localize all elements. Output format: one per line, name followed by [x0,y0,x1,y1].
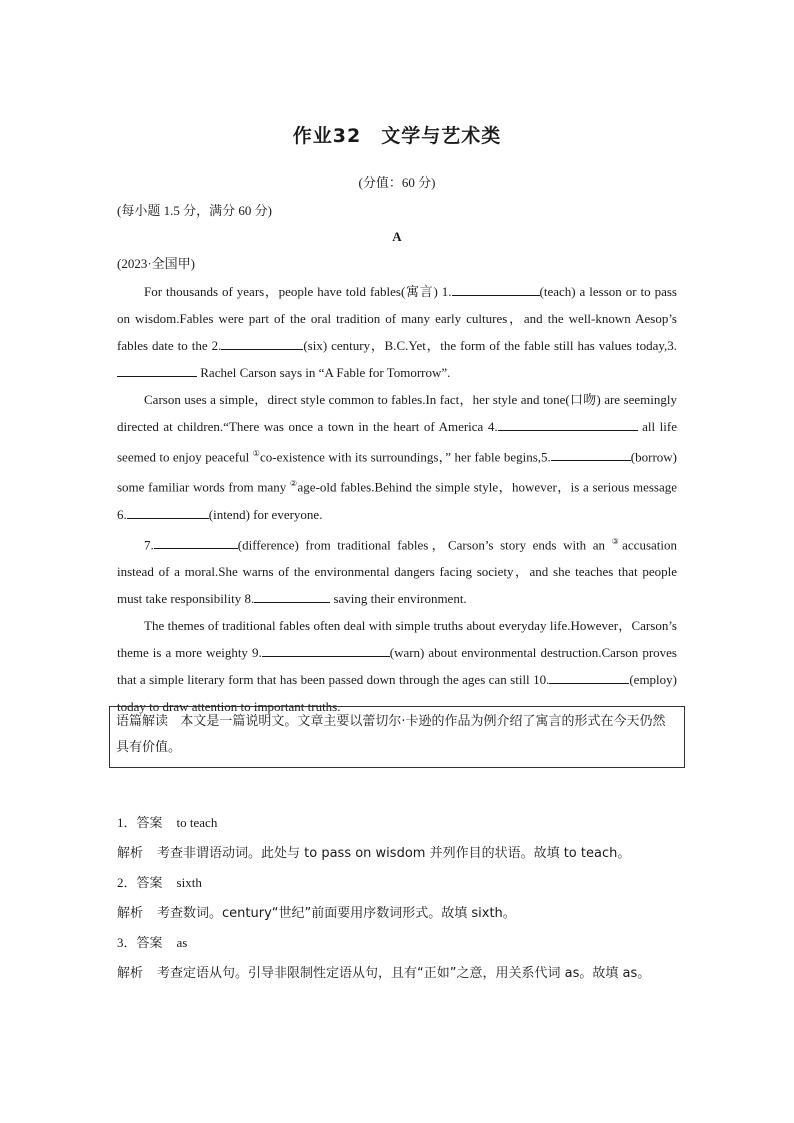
blank-1[interactable] [452,282,540,296]
answer-label: 答案 [136,936,163,951]
source-label: (2023·全国甲) [117,256,195,271]
answer-label: 答案 [136,816,163,831]
blank-number: 6. [117,506,127,522]
analysis-text: 考查非谓语动词。此处与 to pass on wisdom 并列作目的状语。故填 to teach。 [157,846,631,861]
passage-text: accusation instead of a moral.She warns of the environmental dangers facing society，and she teaches that people must take responsibility [117,536,678,606]
blank-6[interactable] [127,505,209,519]
score-info: (分值：60 分) [358,175,436,190]
passage-text: saving their environment. [330,590,467,606]
passage-text: (teach) a lesson or to pass on wisdom.Fables were part of the oral tradition of many early cultures，and the well-known Aesop’s fables date to the [117,284,677,353]
blank-number: 3. [667,338,677,353]
page-title: 作业32 文学与艺术类 [292,125,502,147]
blank-number: 5. [541,449,551,465]
analysis-line [117,838,677,868]
analysis-line [117,958,677,988]
passage-text: all life seemed to enjoy peaceful [117,419,677,465]
blank-4[interactable] [498,417,638,431]
blank-number: 1. [441,284,452,299]
passage-paragraph-4 [117,612,677,720]
blank-number: 10. [533,671,550,687]
passage-text: Rachel Carson says in “A Fable for Tomorrow”. [197,365,451,380]
analysis-label: 解析 [117,966,144,981]
section-label: A [392,229,402,244]
blank-7[interactable] [154,535,238,549]
passage-text: (six) century，B.C.Yet，the form of the fable still has values today, [303,338,668,353]
footnote-marker: ③ [611,536,623,546]
blank-number: 9. [251,644,262,660]
blank-9[interactable] [262,643,390,657]
passage-paragraph-2 [117,386,677,528]
passage [117,278,677,720]
blank-10[interactable] [549,670,629,684]
answer-value: as [176,935,188,950]
blank-number: 2. [211,338,222,353]
answer-number: 1． [117,815,137,830]
summary-text: 本文是一篇说明文。文章主要以蕾切尔·卡逊的作品为例介绍了寓言的形式在今天仍然具有价值。 [116,714,666,755]
passage-text: (borrow) some familiar words from many [117,449,678,495]
analysis-label: 解析 [117,906,144,921]
answer-label: 答案 [136,876,163,891]
answer-number: 3． [117,935,137,950]
answer-line [117,808,677,838]
passage-text: (warn) about environmental destruction.Carson proves that a simple literary form that has been passed down through the ages can still [117,644,677,687]
analysis-text: 考查定语从句。引导非限制性定语从句，且有“正如”之意，用关系代词 as。故填 as。 [157,966,651,981]
analysis-text: 考查数词。century“世纪”前面要用序数词形式。故填 sixth。 [157,906,516,921]
passage-text: The themes of traditional fables often deal with simple truths about everyday life.However，Carson’s theme is a more weighty [117,617,677,660]
blank-number: 4. [487,419,498,434]
answer-value: to teach [176,815,218,830]
passage-text: co-existence with its surroundings，” her fable begins, [259,449,542,465]
answer-value: sixth [176,875,202,890]
summary-box [109,706,685,768]
passage-text: (intend) for everyone. [208,506,323,522]
answer-line [117,868,677,898]
answer-line [117,928,677,958]
passage-text: For thousands of years，people have told fables(寓言) [144,284,442,299]
answer-section [117,808,677,988]
passage-text: Carson uses a simple，direct style common to fables.In fact，her style and tone(口吻) are seemingly directed at children.“There was once a town in the heart of America [117,392,677,434]
analysis-line [117,898,677,928]
analysis-label: 解析 [117,846,144,861]
blank-2[interactable] [221,336,303,350]
answer-number: 2． [117,875,137,890]
passage-text: (employ) today to draw attention to important truths. [117,671,677,714]
footnote-marker: ② [289,479,298,489]
passage-text: age-old fables.Behind the simple style，however，is a serious message [297,479,678,495]
blank-5[interactable] [551,447,631,461]
summary-label: 语篇解读 [116,714,169,729]
passage-paragraph-1 [117,278,677,386]
passage-paragraph-3 [117,528,677,612]
blank-8[interactable] [254,589,330,603]
footnote-marker: ① [252,449,260,458]
blank-number: 8. [244,590,255,606]
blank-number: 7. [144,536,154,552]
passage-text: (difference) from traditional fables，Carson’s story ends with an [237,536,612,552]
scoring-note: (每小题 1.5 分，满分 60 分) [117,203,272,218]
blank-3[interactable] [117,363,197,377]
